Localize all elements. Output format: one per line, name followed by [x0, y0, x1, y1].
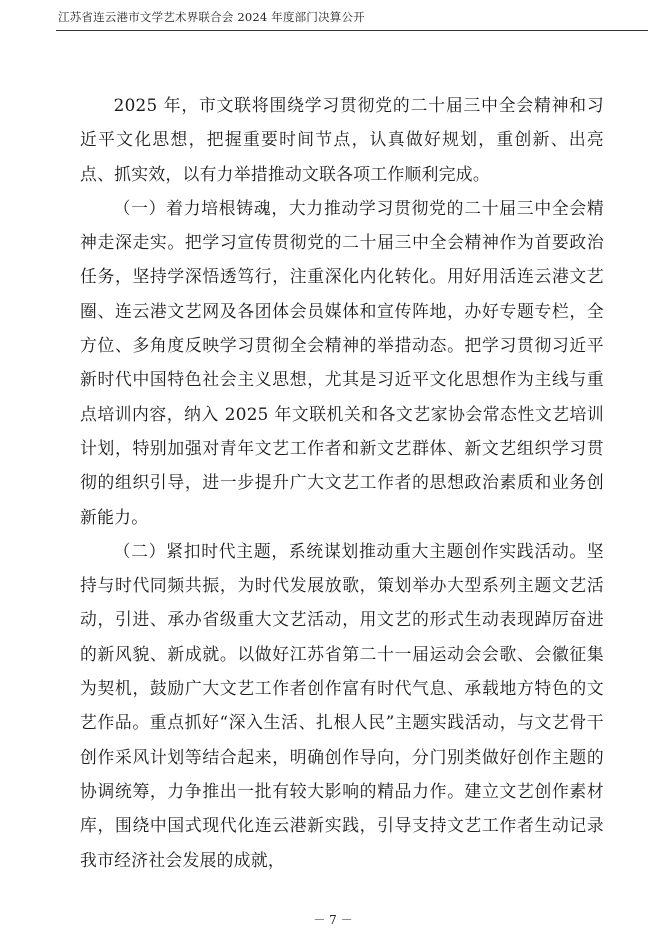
- page-number: － 7 －: [313, 913, 353, 927]
- header-divider: [56, 30, 648, 31]
- paragraph-section-1: （一）着力培根铸魂，大力推动学习贯彻党的二十届三中全会精神走深走实。把学习宣传贯彻党的二十届三中全会精神作为首要政治任务，坚持学深悟透笃行，注重深化内化转化。用好用活连云港文艺圈、连云港文艺网及各团体会员媒体和宣传阵地，办好专题专栏，全方位、多角度反映学习贯彻全会精神的举措动态。把学习贯彻习近平新时代中国特色社会主义思想，尤其是习近平文化思想作为主线与重点培训内容，纳入 2025 年文联机关和各文艺家协会常态性文艺培训计划，特别加强对青年文艺工作者和新文艺群体、新文艺组织学习贯彻的组织引导，进一步提升广大文艺工作者的思想政治素质和业务创新能力。: [80, 197, 604, 527]
- document-body: [80, 88, 604, 877]
- running-header: 江苏省连云港市文学艺术界联合会 2024 年度部门决算公开: [58, 10, 365, 24]
- paragraph-intro: 2025 年，市文联将围绕学习贯彻党的二十届三中全会精神和习近平文化思想，把握重要时间节点，认真做好规划，重创新、出亮点、抓实效，以有力举措推动文联各项工作顺利完成。: [80, 95, 604, 184]
- paragraph-section-2: （二）紧扣时代主题，系统谋划推动重大主题创作实践活动。坚持与时代同频共振，为时代发展放歌，策划举办大型系列主题文艺活动，引进、承办省级重大文艺活动，用文艺的形式生动表现踔厉奋进的新风貌、新成就。以做好江苏省第二十一届运动会会歌、会徽征集为契机，鼓励广大文艺工作者创作富有时代气息、承载地方特色的文艺作品。重点抓好“深入生活、扎根人民”主题实践活动，与文艺骨干创作采风计划等结合起来，明确创作导向，分门别类做好创作主题的协调统筹，力争推出一批有较大影响的精品力作。建立文艺创作素材库，围绕中国式现代化连云港新实践，引导支持文艺工作者生动记录我市经济社会发展的成就，: [80, 540, 604, 870]
